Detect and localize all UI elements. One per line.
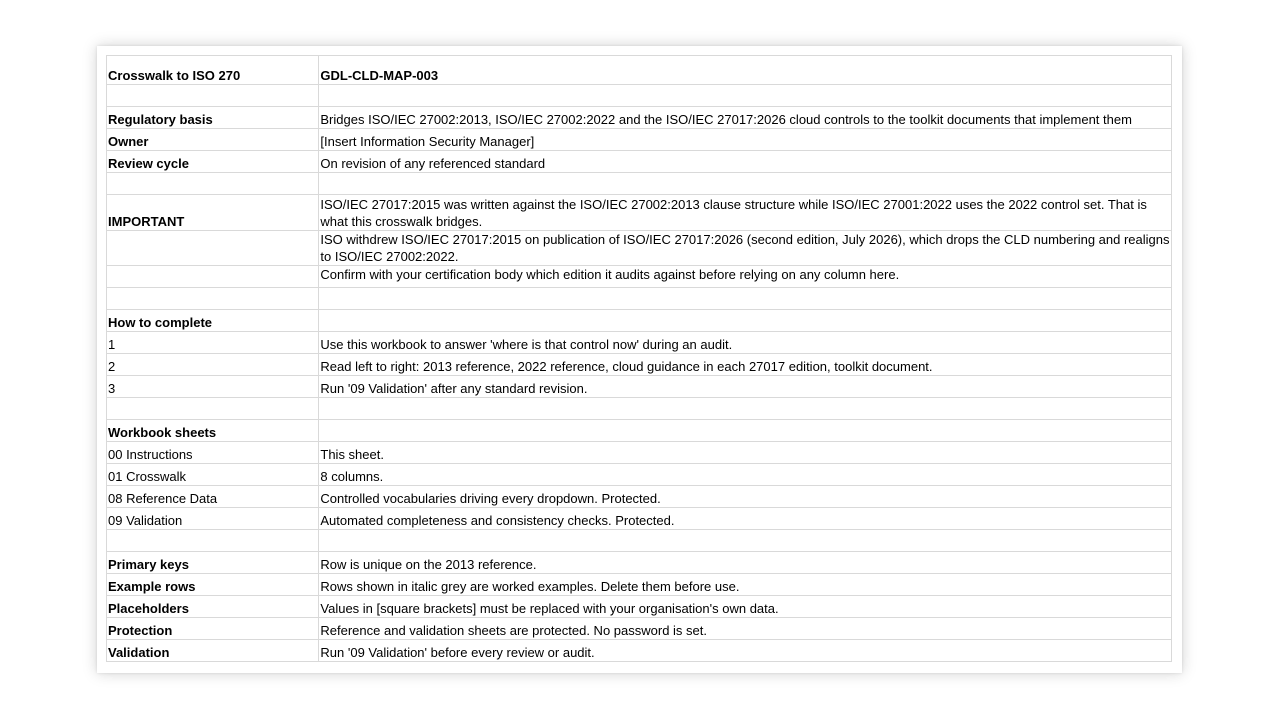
meta-label-regulatory-basis[interactable]: Regulatory basis — [107, 107, 319, 129]
empty-cell[interactable] — [319, 530, 1172, 552]
step-text[interactable]: Use this workbook to answer 'where is that control now' during an audit. — [319, 332, 1172, 354]
empty-cell[interactable] — [107, 288, 319, 310]
how-to-heading[interactable]: How to complete — [107, 310, 319, 332]
note-label-protection[interactable]: Protection — [107, 618, 319, 640]
instructions-grid — [106, 55, 1172, 662]
note-label-primary-keys[interactable]: Primary keys — [107, 552, 319, 574]
empty-cell[interactable] — [107, 266, 319, 288]
spreadsheet-page — [97, 46, 1182, 673]
empty-cell[interactable] — [319, 310, 1172, 332]
important-label[interactable]: IMPORTANT — [107, 195, 319, 231]
sheet-name[interactable]: 08 Reference Data — [107, 486, 319, 508]
sheet-description[interactable]: This sheet. — [319, 442, 1172, 464]
note-value-placeholders[interactable]: Values in [square brackets] must be replaced with your organisation's own data. — [319, 596, 1172, 618]
meta-label-owner[interactable]: Owner — [107, 129, 319, 151]
empty-cell[interactable] — [319, 85, 1172, 107]
note-label-example-rows[interactable]: Example rows — [107, 574, 319, 596]
meta-value-review-cycle[interactable]: On revision of any referenced standard — [319, 151, 1172, 173]
doc-code[interactable]: GDL-CLD-MAP-003 — [319, 56, 1172, 85]
note-value-protection[interactable]: Reference and validation sheets are protected. No password is set. — [319, 618, 1172, 640]
note-label-placeholders[interactable]: Placeholders — [107, 596, 319, 618]
step-number[interactable]: 1 — [107, 332, 319, 354]
empty-cell[interactable] — [319, 398, 1172, 420]
sheet-description[interactable]: Automated completeness and consistency checks. Protected. — [319, 508, 1172, 530]
step-text[interactable]: Read left to right: 2013 reference, 2022 reference, cloud guidance in each 27017 edition, toolkit document. — [319, 354, 1172, 376]
note-value-validation[interactable]: Run '09 Validation' before every review or audit. — [319, 640, 1172, 662]
note-value-primary-keys[interactable]: Row is unique on the 2013 reference. — [319, 552, 1172, 574]
step-number[interactable]: 2 — [107, 354, 319, 376]
empty-cell[interactable] — [107, 398, 319, 420]
note-label-validation[interactable]: Validation — [107, 640, 319, 662]
workbook-heading[interactable]: Workbook sheets — [107, 420, 319, 442]
sheet-description[interactable]: Controlled vocabularies driving every dropdown. Protected. — [319, 486, 1172, 508]
important-line-3[interactable]: Confirm with your certification body which edition it audits against before relying on any column here. — [319, 266, 1172, 288]
important-line-1[interactable]: ISO/IEC 27017:2015 was written against the ISO/IEC 27002:2013 clause structure while ISO/IEC 27001:2022 uses the 2022 control set. That is what this crosswalk bridges. — [319, 195, 1172, 231]
empty-cell[interactable] — [107, 530, 319, 552]
empty-cell[interactable] — [319, 420, 1172, 442]
sheet-name[interactable]: 00 Instructions — [107, 442, 319, 464]
meta-value-regulatory-basis[interactable]: Bridges ISO/IEC 27002:2013, ISO/IEC 27002:2022 and the ISO/IEC 27017:2026 cloud controls to the toolkit documents that implement them — [319, 107, 1172, 129]
empty-cell[interactable] — [107, 173, 319, 195]
meta-label-review-cycle[interactable]: Review cycle — [107, 151, 319, 173]
step-number[interactable]: 3 — [107, 376, 319, 398]
sheet-title[interactable]: Crosswalk to ISO 270 — [107, 56, 319, 85]
note-value-example-rows[interactable]: Rows shown in italic grey are worked examples. Delete them before use. — [319, 574, 1172, 596]
step-text[interactable]: Run '09 Validation' after any standard revision. — [319, 376, 1172, 398]
sheet-description[interactable]: 8 columns. — [319, 464, 1172, 486]
empty-cell[interactable] — [319, 288, 1172, 310]
sheet-name[interactable]: 09 Validation — [107, 508, 319, 530]
important-line-2[interactable]: ISO withdrew ISO/IEC 27017:2015 on publication of ISO/IEC 27017:2026 (second edition, July 2026), which drops the CLD numbering and realigns to ISO/IEC 27002:2022. — [320, 232, 1170, 264]
meta-value-owner[interactable]: [Insert Information Security Manager] — [319, 129, 1172, 151]
empty-cell[interactable] — [319, 173, 1172, 195]
empty-cell[interactable] — [107, 231, 319, 266]
sheet-name[interactable]: 01 Crosswalk — [107, 464, 319, 486]
empty-cell[interactable] — [107, 85, 319, 107]
